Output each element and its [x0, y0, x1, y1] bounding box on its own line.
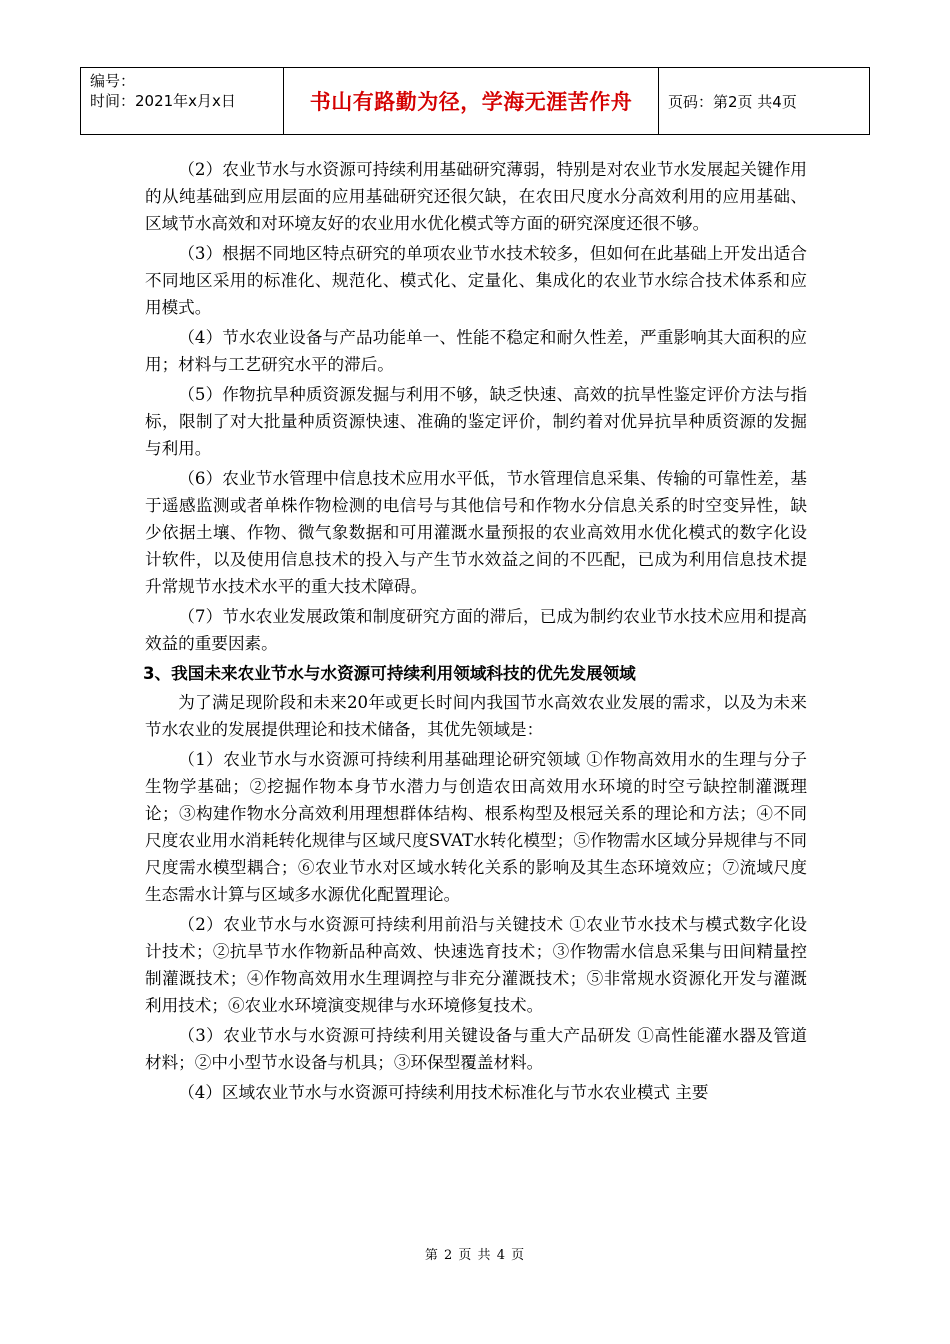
paragraph: （6）农业节水管理中信息技术应用水平低，节水管理信息采集、传输的可靠性差，基于遥感监测或者单株作物检测的电信号与其他信号和作物水分信息关系的时空变异性，缺少依据土壤、作物、微气象数据和可用灌溉水量预报的农业高效用水优化模式的数字化设计软件，以及使用信息技术的投入与产生节水效益之间的不匹配，已成为利用信息技术提升常规节水技术水平的重大技术障碍。 [145, 469, 807, 596]
page-header [80, 67, 870, 135]
page-footer: 第 2 页 共 4 页 [424, 1248, 526, 1263]
paragraph: （3）根据不同地区特点研究的单项农业节水技术较多，但如何在此基础上开发出适合不同地区采用的标准化、规范化、模式化、定量化、集成化的农业节水综合技术体系和应用模式。 [145, 244, 807, 317]
section-paragraph: 为了满足现阶段和未来20年或更长时间内我国节水高效农业发展的需求，以及为未来节水农业的发展提供理论和技术储备，其优先领域是： [145, 693, 807, 739]
section-paragraph: （1）农业节水与水资源可持续利用基础理论研究领域 ①作物高效用水的生理与分子生物学基础；②挖掘作物本身节水潜力与创造农田高效用水环境的时空亏缺控制灌溉理论；③构建作物水分高效利用理想群体结构、根系构型及根冠关系的理论和方法；④不同尺度农业用水消耗转化规律与区域尺度SVAT水转化模型；⑤作物需水区域分异规律与不同尺度需水模型耦合；⑥农业节水对区域水转化关系的影响及其生态环境效应；⑦流域尺度生态需水计算与区域多水源优化配置理论。 [145, 750, 807, 904]
header-page-info: 页码：第2页 共4页 [668, 92, 797, 111]
section-paragraph: （2）农业节水与水资源可持续利用前沿与关键技术 ①农业节水技术与模式数字化设计技术；②抗旱节水作物新品种高效、快速选育技术；③作物需水信息采集与田间精量控制灌溉技术；④作物高效用水生理调控与非充分灌溉技术；⑤非常规水资源化开发与灌溉利用技术；⑥农业水环境演变规律与水环境修复技术。 [145, 915, 807, 1015]
section-paragraph: （4）区域农业节水与水资源可持续利用技术标准化与节水农业模式 主要 [178, 1083, 709, 1102]
document-body [145, 156, 807, 1109]
paragraph: （2）农业节水与水资源可持续利用基础研究薄弱，特别是对农业节水发展起关键作用的从纯基础到应用层面的应用基础研究还很欠缺，在农田尺度水分高效利用的应用基础、区域节水高效和对环境友好的农业用水优化模式等方面的研究深度还很不够。 [145, 160, 807, 233]
paragraph: （5）作物抗旱种质资源发掘与利用不够，缺乏快速、高效的抗旱性鉴定评价方法与指标，限制了对大批量种质资源快速、准确的鉴定评价，制约着对优异抗旱种质资源的发掘与利用。 [145, 385, 807, 458]
header-motto-cell [284, 68, 659, 134]
header-meta [81, 68, 284, 134]
document-date: 时间：2021年x月x日 [90, 92, 236, 110]
section-paragraph: （3）农业节水与水资源可持续利用关键设备与重大产品研发 ①高性能灌水器及管道材料；②中小型节水设备与机具；③环保型覆盖材料。 [145, 1026, 807, 1072]
document-number-label: 编号： [90, 72, 136, 90]
header-motto: 书山有路勤为径，学海无涯苦作舟 [309, 90, 633, 114]
paragraph: （7）节水农业发展政策和制度研究方面的滞后，已成为制约农业节水技术应用和提高效益的重要因素。 [145, 607, 807, 653]
section-heading: 3、我国未来农业节水与水资源可持续利用领域科技的优先发展领域 [143, 664, 636, 683]
paragraph: （4）节水农业设备与产品功能单一、性能不稳定和耐久性差，严重影响其大面积的应用；材料与工艺研究水平的滞后。 [145, 328, 807, 374]
